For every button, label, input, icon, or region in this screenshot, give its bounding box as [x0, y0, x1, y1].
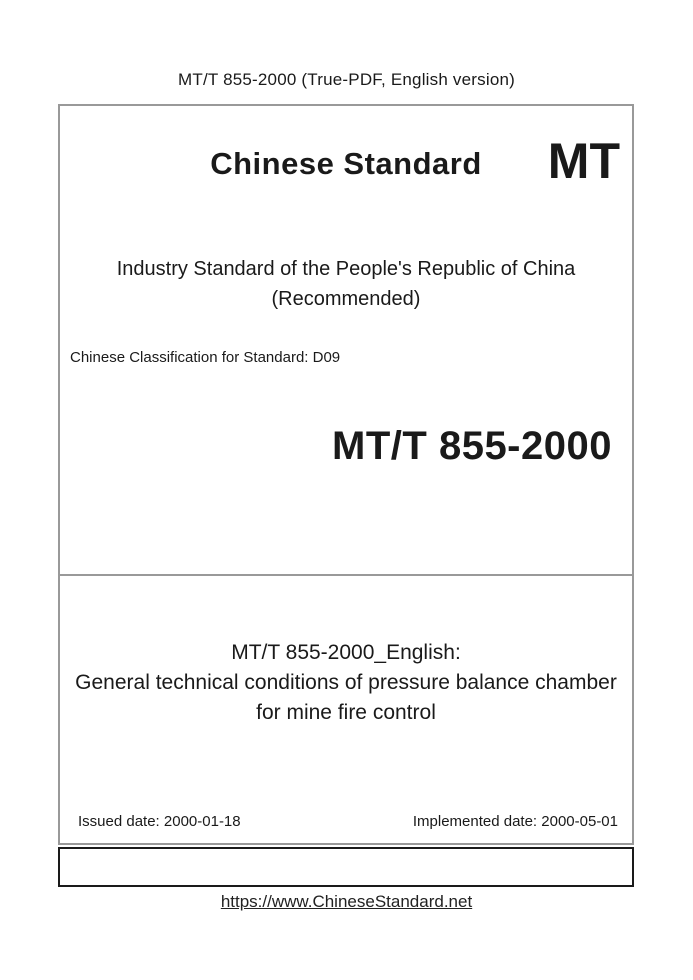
document-title-line3: for mine fire control: [256, 701, 436, 724]
website-link[interactable]: https://www.ChineseStandard.net: [220, 892, 473, 911]
dates-row: [78, 813, 618, 830]
cover-box: [58, 104, 634, 845]
implemented-date: Implemented date: 2000-05-01: [412, 813, 618, 830]
standard-number: MT/T 855-2000: [332, 424, 612, 468]
mt-logo: MT: [547, 133, 620, 189]
standard-type-block: [60, 254, 632, 314]
classification-code: Chinese Classification for Standard: D09: [70, 349, 341, 366]
standard-type-line1: Industry Standard of the People's Republic of China: [116, 258, 576, 280]
standard-type-line2: (Recommended): [271, 288, 421, 310]
document-title-line2: General technical conditions of pressure balance chamber: [75, 671, 617, 694]
brand-title: Chinese Standard: [210, 146, 482, 181]
footer: [0, 892, 693, 912]
issued-date: Issued date: 2000-01-18: [78, 813, 241, 830]
document-title-block: [60, 638, 632, 728]
cover-box-upper-section: [60, 106, 632, 576]
document-header-title: MT/T 855-2000 (True-PDF, English version): [178, 70, 515, 89]
empty-footer-box: [58, 847, 634, 887]
cover-box-lower-section: [60, 576, 632, 843]
document-title-line1: MT/T 855-2000_English:: [231, 641, 461, 664]
